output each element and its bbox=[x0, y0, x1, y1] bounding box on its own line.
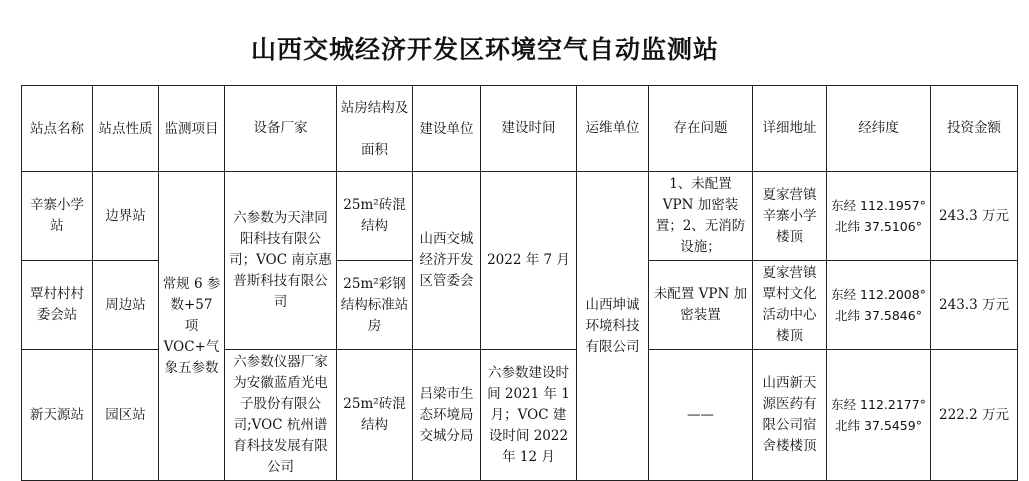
monitor-items-cell: 常规 6 参数+57 项 VOC+气象五参数 bbox=[159, 172, 225, 481]
address-cell: 山西新天源医药有限公司宿舍楼楼顶 bbox=[753, 350, 827, 481]
header-build-time: 建设时间 bbox=[481, 86, 577, 172]
coords-cell bbox=[827, 172, 931, 261]
room-cell: 25m²彩钢结构标准站房 bbox=[337, 261, 413, 350]
issues-cell: 未配置 VPN 加密装置 bbox=[649, 261, 753, 350]
table-row bbox=[22, 172, 1018, 261]
vendor-cell: 六参数为天津同阳科技有限公司；VOC 南京惠普斯科技有限公司 bbox=[225, 172, 337, 350]
coords-cell bbox=[827, 261, 931, 350]
header-vendor: 设备厂家 bbox=[225, 86, 337, 172]
address-cell: 夏家营镇辛寨小学楼顶 bbox=[753, 172, 827, 261]
header-site-type: 站点性质 bbox=[93, 86, 159, 172]
address-cell: 夏家营镇覃村文化活动中心楼顶 bbox=[753, 261, 827, 350]
header-issues: 存在问题 bbox=[649, 86, 753, 172]
room-cell: 25m²砖混结构 bbox=[337, 350, 413, 481]
operator-cell: 山西坤诚环境科技有限公司 bbox=[577, 172, 649, 481]
latitude: 北纬 37.5846° bbox=[835, 308, 922, 323]
site-name-cell: 新天源站 bbox=[22, 350, 93, 481]
coords-cell bbox=[827, 350, 931, 481]
header-coords: 经纬度 bbox=[827, 86, 931, 172]
header-operator: 运维单位 bbox=[577, 86, 649, 172]
build-time-cell: 六参数建设时间 2021 年 1 月；VOC 建设时间 2022 年 12 月 bbox=[481, 350, 577, 481]
investment-cell: 222.2 万元 bbox=[931, 350, 1018, 481]
document-title: 山西交城经济开发区环境空气自动监测站 bbox=[250, 35, 719, 64]
header-address: 详细地址 bbox=[753, 86, 827, 172]
site-type-cell: 边界站 bbox=[93, 172, 159, 261]
site-type-cell: 园区站 bbox=[93, 350, 159, 481]
site-type-cell: 周边站 bbox=[93, 261, 159, 350]
issues-cell: 1、未配置 VPN 加密装置；2、无消防设施； bbox=[649, 172, 753, 261]
header-investment: 投资金额 bbox=[931, 86, 1018, 172]
header-builder: 建设单位 bbox=[413, 86, 481, 172]
header-row bbox=[22, 86, 1018, 172]
issues-cell: —— bbox=[649, 350, 753, 481]
build-time-cell: 2022 年 7 月 bbox=[481, 172, 577, 350]
latitude: 北纬 37.5106° bbox=[835, 219, 922, 234]
latitude: 北纬 37.5459° bbox=[835, 418, 922, 433]
builder-cell: 山西交城经济开发区管委会 bbox=[413, 172, 481, 350]
investment-cell: 243.3 万元 bbox=[931, 172, 1018, 261]
longitude: 东经 112.2008° bbox=[831, 287, 926, 302]
builder-cell: 吕梁市生态环境局交城分局 bbox=[413, 350, 481, 481]
longitude: 东经 112.2177° bbox=[831, 397, 926, 412]
site-name-cell: 辛寨小学站 bbox=[22, 172, 93, 261]
site-name-cell: 覃村村村委会站 bbox=[22, 261, 93, 350]
header-site-name: 站点名称 bbox=[22, 86, 93, 172]
room-cell: 25m²砖混结构 bbox=[337, 172, 413, 261]
longitude: 东经 112.1957° bbox=[831, 198, 926, 213]
header-room: 站房结构及面积 bbox=[337, 86, 413, 172]
investment-cell: 243.3 万元 bbox=[931, 261, 1018, 350]
header-monitor-items: 监测项目 bbox=[159, 86, 225, 172]
vendor-cell: 六参数仪器厂家为安徽蓝盾光电子股份有限公司;VOC 杭州谱育科技发展有限公司 bbox=[225, 350, 337, 481]
monitoring-station-table bbox=[21, 85, 1018, 481]
